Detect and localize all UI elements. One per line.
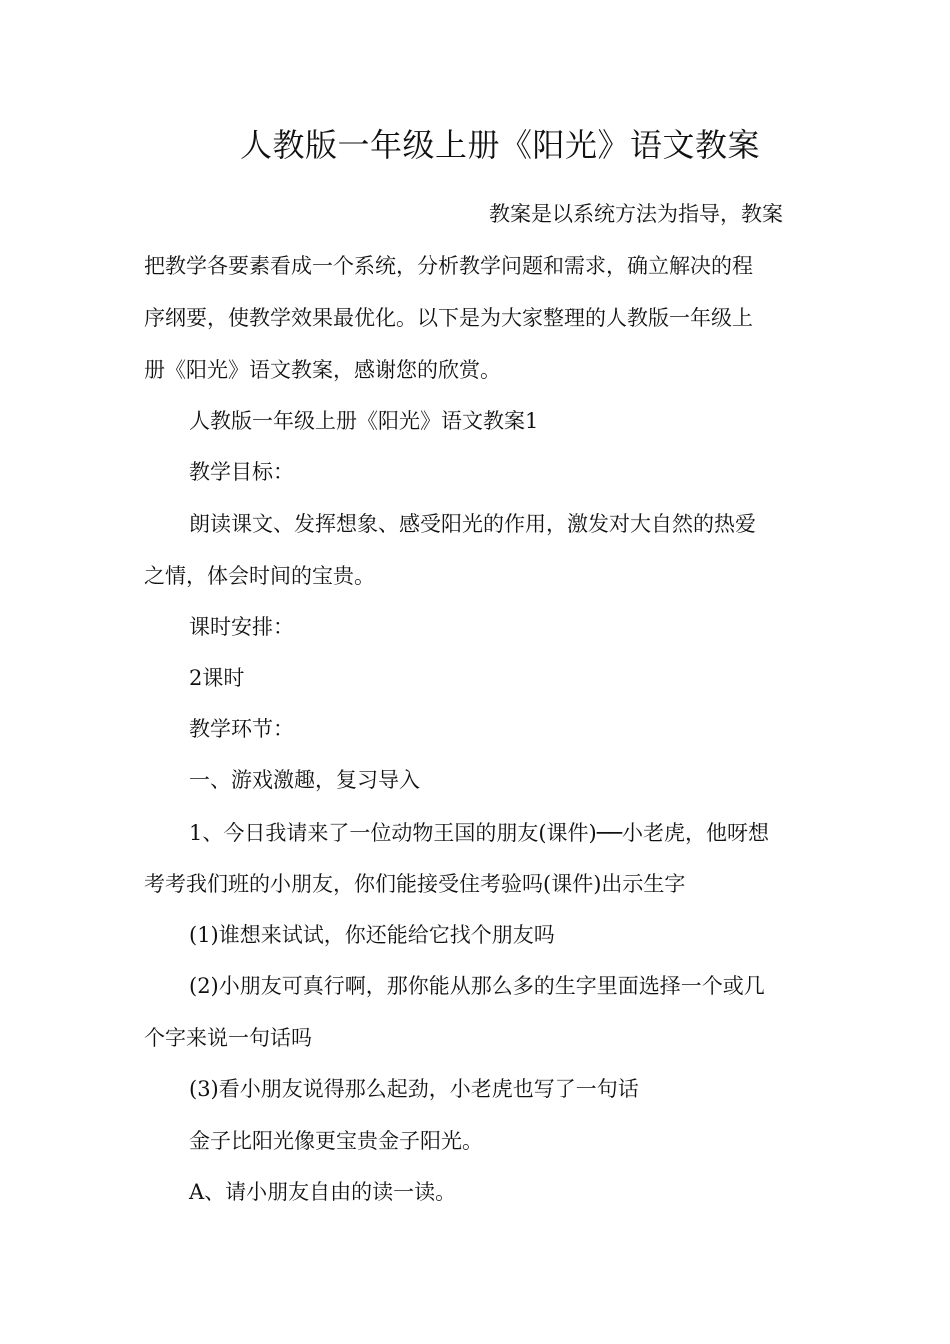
intro-line-4: 册《阳光》语文教案，感谢您的欣赏。 [144, 358, 501, 382]
example-sentence: 金子比阳光像更宝贵金子阳光。 [189, 1129, 483, 1153]
goals-line-1: 朗读课文、发挥想象、感受阳光的作用，激发对大自然的热爱 [189, 512, 756, 536]
step-one-line-1: 1、今日我请来了一位动物王国的朋友(课件)──小老虎，他呀想 [189, 821, 770, 845]
sub-item-3: (3)看小朋友说得那么起劲，小老虎也写了一句话 [189, 1077, 639, 1101]
step-one-heading: 一、游戏激趣，复习导入 [189, 768, 420, 792]
intro-line-1: 教案是以系统方法为指导，教案 [489, 202, 783, 226]
sub-item-2-line-2: 个字来说一句话吗 [144, 1026, 312, 1050]
section-heading: 人教版一年级上册《阳光》语文教案1 [189, 409, 539, 433]
schedule-value: 2课时 [189, 666, 245, 690]
steps-label: 教学环节： [189, 717, 294, 741]
intro-line-2: 把教学各要素看成一个系统，分析教学问题和需求，确立解决的程 [144, 254, 753, 278]
goals-line-2: 之情，体会时间的宝贵。 [144, 564, 375, 588]
document-title: 人教版一年级上册《阳光》语文教案 [240, 126, 761, 164]
sub-item-2-line-1: (2)小朋友可真行啊，那你能从那么多的生字里面选择一个或几 [189, 974, 765, 998]
schedule-label: 课时安排： [189, 615, 294, 639]
sub-item-1: (1)谁想来试试，你还能给它找个朋友吗 [189, 923, 555, 947]
intro-line-3: 序纲要，使教学效果最优化。以下是为大家整理的人教版一年级上 [144, 306, 753, 330]
step-one-line-2: 考考我们班的小朋友，你们能接受住考验吗(课件)出示生字 [144, 872, 686, 896]
item-a: A、请小朋友自由的读一读。 [189, 1180, 457, 1204]
teaching-goals-label: 教学目标： [189, 460, 294, 484]
